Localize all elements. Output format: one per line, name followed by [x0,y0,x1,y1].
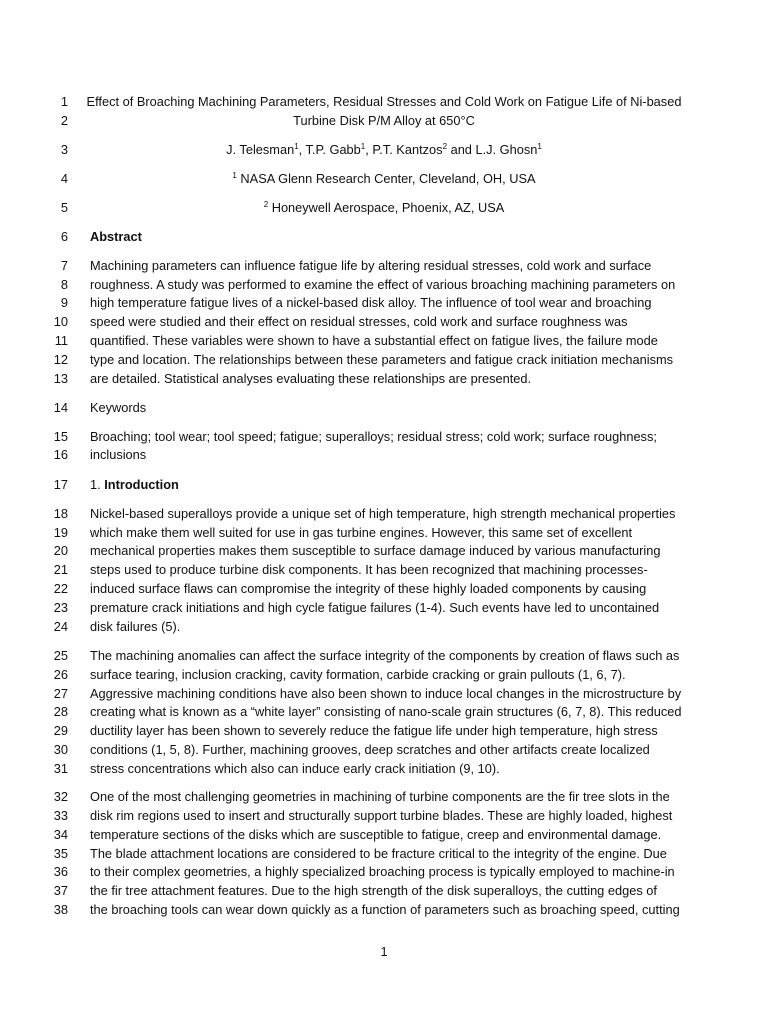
line-number: 20 [53,543,68,558]
line-number: 11 [54,333,68,348]
author-name: J. Telesman [226,142,295,157]
body-line: temperature sections of the disks which are susceptible to fatigue, creep and environmental damage. [90,827,662,842]
line-number: 14 [53,400,68,415]
line-number: 28 [53,704,68,719]
line-number: 31 [53,761,68,776]
line-number: 10 [53,314,68,329]
affiliation-mark: 2 [263,200,269,209]
author-name: , P.T. Kantzos [365,142,443,157]
line-number: 17 [53,477,68,492]
abstract-line: roughness. A study was performed to examine the effect of various broaching machining parameters on [90,277,676,292]
body-line: to their complex geometries, a highly specialized broaching process is typically employed to machine-in [90,864,675,879]
affiliation [80,199,688,218]
body-line: One of the most challenging geometries in machining of turbine components are the fir tree slots in the [90,789,670,804]
line-number: 27 [53,686,68,701]
affiliation-mark: 1 [232,171,237,180]
line-number: 38 [53,902,68,917]
body-line: steps used to produce turbine disk components. It has been recognized that machining processes- [90,562,648,577]
body-line: Aggressive machining conditions have also been shown to induce local changes in the microstructure by [90,686,682,701]
abstract-line: Machining parameters can influence fatigue life by altering residual stresses, cold work and surface [90,258,652,273]
line-number: 37 [53,883,68,898]
body-line: creating what is known as a “white layer” consisting of nano-scale grain structures (6, 7, 8). This reduced [90,704,682,719]
line-number: 23 [53,600,68,615]
body-line: The machining anomalies can affect the surface integrity of the components by creation of flaws such as [90,648,680,663]
line-number: 18 [53,506,68,521]
author-affiliation-mark: 1 [360,142,366,151]
affiliation-text: NASA Glenn Research Center, Cleveland, OH, USA [236,171,536,186]
line-number: 34 [53,827,68,842]
author-affiliation-mark: 1 [537,142,542,151]
paper-title-line: Turbine Disk P/M Alloy at 650°C [293,113,475,128]
body-line: The blade attachment locations are considered to be fracture critical to the integrity of the engine. Due [90,846,667,861]
paper-title-line: Effect of Broaching Machining Parameters, Residual Stresses and Cold Work on Fatigue Life of Ni-based [86,94,682,109]
abstract-line: type and location. The relationships between these parameters and fatigue crack initiation mechanisms [90,352,674,367]
body-line: stress concentrations which also can induce early crack initiation (9, 10). [90,761,500,776]
page-number: 1 [380,944,388,959]
body-line: disk rim regions used to insert and structurally support turbine blades. These are highly loaded, highest [90,808,673,823]
body-line: surface tearing, inclusion cracking, cavity formation, carbide cracking or grain pullouts (1, 6, 7). [90,667,626,682]
line-number: 12 [53,352,68,367]
line-number: 25 [53,648,68,663]
author-affiliation-mark: 1 [294,142,299,151]
line-number: 5 [60,200,68,215]
line-number: 29 [53,723,68,738]
body-line: disk failures (5). [90,619,181,634]
author-name: , T.P. Gabb [298,142,361,157]
line-number: 1 [60,94,68,109]
author-affiliation-mark: 2 [442,142,448,151]
line-number: 16 [53,447,68,462]
line-number: 7 [60,258,68,273]
section-number: 1. [90,477,105,492]
line-number: 22 [53,581,68,596]
line-number: 35 [53,846,68,861]
line-number: 13 [53,371,68,386]
author-name: and L.J. Ghosn [447,142,538,157]
section-heading [90,476,690,495]
line-number: 26 [53,667,68,682]
abstract-line: quantified. These variables were shown to have a substantial effect on fatigue lives, the failure mode [90,333,658,348]
body-line: ductility layer has been shown to severely reduce the fatigue life under high temperature, high stress [90,723,658,738]
abstract-line: speed were studied and their effect on residual stresses, cold work and surface roughness was [90,314,628,329]
line-number: 33 [53,808,68,823]
keywords-line: Broaching; tool wear; tool speed; fatigue; superalloys; residual stress; cold work; surface roughness; [90,429,657,444]
body-line: the fir tree attachment features. Due to the high strength of the disk superalloys, the cutting edges of [90,883,657,898]
abstract-line: high temperature fatigue lives of a nickel-based disk alloy. The influence of tool wear and broaching [90,295,652,310]
line-number: 30 [53,742,68,757]
body-line: which make them well suited for use in gas turbine engines. However, this same set of excellent [90,525,633,540]
line-number: 6 [60,229,68,244]
affiliation [80,170,688,189]
section-title: Introduction [104,477,179,492]
keywords-heading: Keywords [90,400,147,415]
line-number: 9 [60,295,68,310]
line-number: 2 [60,113,68,128]
affiliation-text: Honeywell Aerospace, Phoenix, AZ, USA [268,200,505,215]
line-number: 32 [53,789,68,804]
author-list [80,141,688,160]
body-line: Nickel-based superalloys provide a unique set of high temperature, high strength mechanical properties [90,506,676,521]
body-line: conditions (1, 5, 8). Further, machining grooves, deep scratches and other artifacts create localized [90,742,650,757]
body-line: premature crack initiations and high cycle fatigue failures (1-4). Such events have led to uncontained [90,600,660,615]
line-number: 19 [53,525,68,540]
body-line: the broaching tools can wear down quickly as a function of parameters such as broaching speed, cutting [90,902,680,917]
abstract-line: are detailed. Statistical analyses evaluating these relationships are presented. [90,371,532,386]
abstract-heading: Abstract [90,229,142,244]
body-line: induced surface flaws can compromise the integrity of these highly loaded components by causing [90,581,647,596]
line-number: 21 [53,562,68,577]
line-number: 4 [60,171,68,186]
line-number: 3 [60,142,68,157]
line-number: 15 [53,429,68,444]
keywords-line: inclusions [90,447,147,462]
body-line: mechanical properties makes them susceptible to surface damage induced by various manufacturing [90,543,661,558]
line-number: 8 [60,277,68,292]
line-number: 36 [53,864,68,879]
line-number: 24 [53,619,68,634]
